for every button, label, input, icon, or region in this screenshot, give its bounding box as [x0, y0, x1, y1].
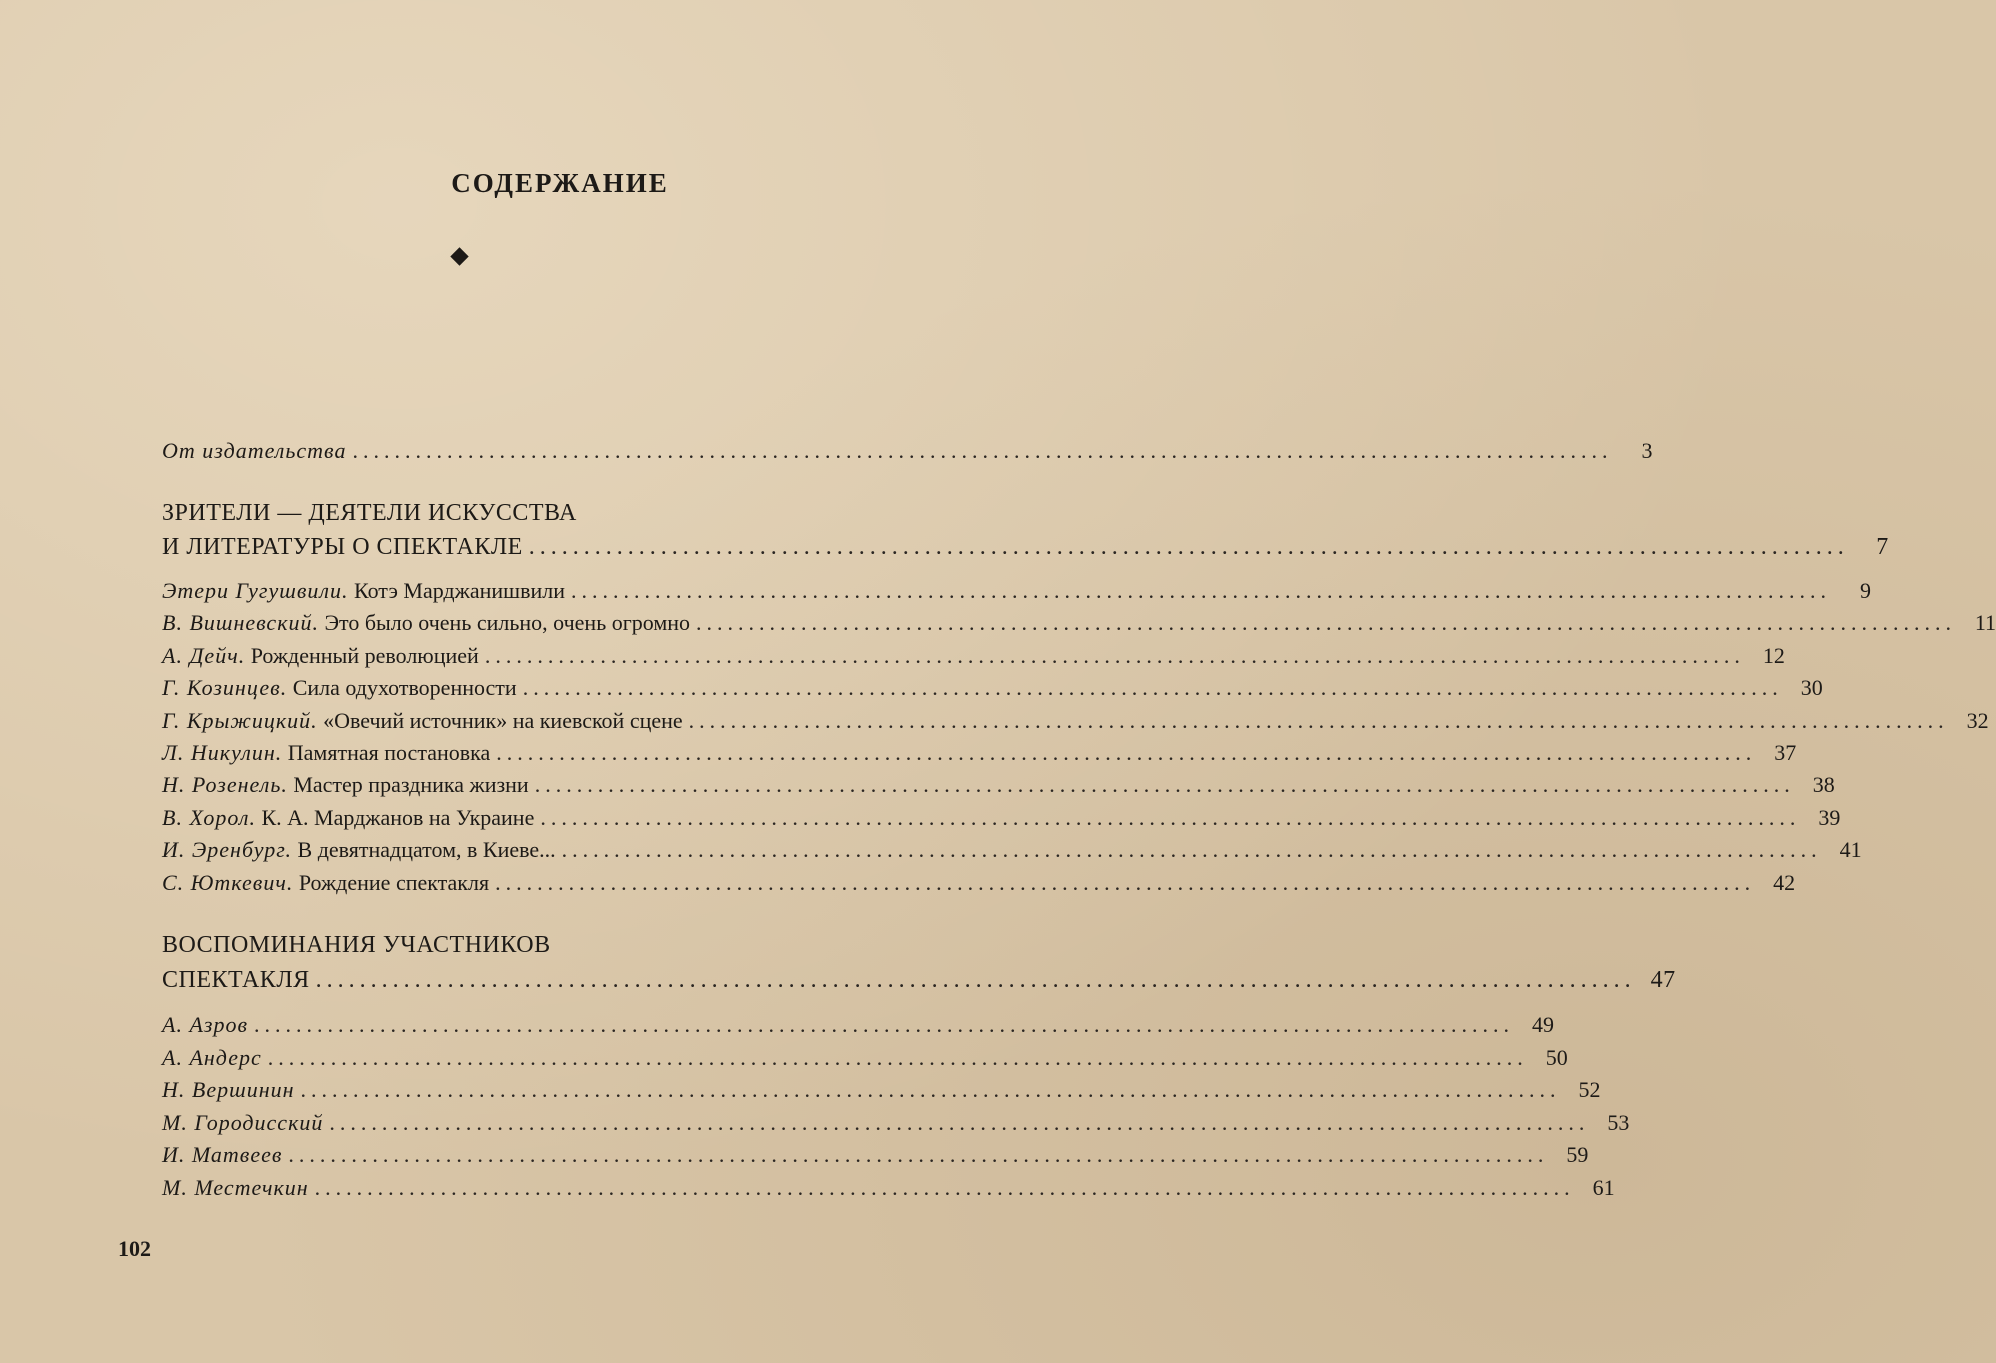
toc-entry — [162, 1006, 1555, 1040]
entry-author: Г. Козинцев. — [162, 675, 288, 701]
dot-leader: ........................................................................................................................ — [314, 1175, 1575, 1200]
contents-heading: СОДЕРЖАНИЕ — [451, 168, 669, 198]
toc-entry — [162, 799, 1841, 833]
toc-entry — [162, 1136, 1589, 1170]
dot-leader: ........................................................................................................................ — [315, 967, 1636, 993]
toc-entry — [162, 831, 1862, 865]
entry-author: И. Матвеев — [162, 1142, 283, 1168]
entry-title: Рождение спектакля — [293, 869, 490, 895]
toc-section2 — [162, 961, 1676, 995]
dot-leader: ........................................................................................................................ — [495, 869, 1756, 895]
dot-leader: ........................................................................................................................ — [688, 707, 1949, 733]
entry-author: Г. Крыжицкий. — [162, 707, 318, 733]
toc-entry — [162, 1071, 1601, 1105]
toc-section1 — [162, 528, 1889, 562]
page-number: 7 — [1876, 534, 1889, 560]
entry-text — [162, 1173, 309, 1203]
entry-author: С. Юткевич. — [162, 869, 294, 895]
entry-text — [162, 576, 565, 606]
entry-author: В. Хорол. — [162, 804, 256, 830]
page-number: 32 — [1966, 707, 1989, 733]
entry-title: Котэ Марджанишвили — [348, 578, 565, 603]
entry-author: Н. Вершинин — [162, 1077, 295, 1103]
entry-text — [162, 706, 683, 736]
page-number: 11 — [1974, 610, 1996, 636]
entry-text — [162, 1140, 282, 1170]
diamond-ornament-icon — [450, 247, 468, 265]
entry-author: И. Эренбург. — [162, 837, 293, 863]
dot-leader: ........................................................................................................................ — [522, 675, 1783, 701]
toc-entry — [162, 604, 1996, 638]
entry-title: К. А. Марджанов на Украине — [255, 804, 535, 830]
dot-leader: ........................................................................................................................ — [254, 1012, 1515, 1037]
section1-title-line1: ЗРИТЕЛИ — ДЕЯТЕЛИ ИСКУССТВА — [162, 500, 577, 526]
entry-text — [162, 868, 489, 898]
dot-leader: ........................................................................................................................ — [528, 534, 1849, 560]
toc-entry — [162, 864, 1796, 898]
page-number: 9 — [1860, 578, 1871, 603]
entry-text — [162, 770, 529, 800]
toc-entry — [162, 734, 1797, 768]
section2-title-line1: ВОСПОМИНАНИЯ УЧАСТНИКОВ — [162, 932, 551, 958]
page-folio: 102 — [118, 1236, 151, 1261]
entry-author: Л. Никулин. — [162, 740, 283, 765]
page-number: 49 — [1532, 1012, 1555, 1037]
entry-author: В. Вишневский. — [162, 610, 319, 636]
entry-author: Этери Гугушвили. — [162, 578, 349, 603]
entry-author: М. Городисский — [162, 1109, 324, 1135]
entry-text — [162, 1043, 262, 1073]
dot-leader: ........................................................................................................................ — [267, 1044, 1528, 1070]
entry-author: Н. Розенель. — [162, 772, 288, 798]
toc-entry — [162, 1104, 1630, 1138]
dot-leader: ........................................................................................................................ — [288, 1142, 1549, 1168]
page-number: 61 — [1592, 1175, 1615, 1200]
dot-leader: ........................................................................................................................ — [561, 837, 1822, 863]
dot-leader: ........................................................................................................................ — [484, 642, 1745, 668]
section1-title-line2: И ЛИТЕРАТУРЫ О СПЕКТАКЛЕ — [162, 534, 523, 560]
dot-leader: ........................................................................................................................ — [300, 1077, 1561, 1103]
page-number: 59 — [1566, 1142, 1589, 1168]
dot-leader: ........................................................................................................................ — [540, 804, 1801, 830]
dot-leader: ........................................................................................................................ — [696, 610, 1957, 636]
entry-title: В девятнадцатом, в Киеве... — [292, 837, 556, 863]
dot-leader: ........................................................................................................................ — [496, 740, 1757, 765]
page-number: 53 — [1607, 1109, 1630, 1135]
entry-title: Памятная постановка — [282, 740, 491, 765]
toc-entry — [162, 1039, 1568, 1073]
toc-entry — [162, 766, 1835, 800]
dot-leader: ........................................................................................................................ — [329, 1109, 1590, 1135]
entry-author: М. Местечкин — [162, 1175, 309, 1200]
toc-entry — [162, 702, 1989, 736]
entry-text — [162, 1010, 248, 1040]
entry-title: Рожденный революцией — [245, 642, 479, 668]
page-number: 52 — [1578, 1077, 1601, 1103]
toc-entry-intro — [162, 432, 1653, 466]
toc-entry — [162, 669, 1823, 703]
page-number: 39 — [1818, 804, 1841, 830]
entry-title: Сила одухотворенности — [287, 675, 517, 701]
page-number: 47 — [1650, 967, 1676, 993]
entry-title: Мастер праздника жизни — [287, 772, 529, 798]
page-number: 38 — [1812, 772, 1835, 798]
entry-author: А. Дейч. — [162, 642, 246, 668]
entry-text — [162, 1075, 295, 1105]
page-number: 37 — [1774, 740, 1797, 765]
toc-entry — [162, 572, 1871, 606]
entry-title: «Овечий источник» на киевской сцене — [317, 707, 683, 733]
entry-author: А. Азров — [162, 1012, 249, 1037]
entry-text — [162, 673, 517, 703]
entry-text — [162, 803, 534, 833]
page-number: 41 — [1839, 837, 1862, 863]
dot-leader: ........................................................................................................................ — [534, 772, 1795, 798]
entry-author: А. Андерс — [162, 1044, 262, 1070]
entry-text — [162, 608, 690, 638]
section2-title-line2: СПЕКТАКЛЯ — [162, 967, 310, 993]
page-number: 3 — [1641, 438, 1653, 463]
entry-title: Это было очень сильно, очень огромно — [318, 610, 691, 636]
entry-text — [162, 641, 479, 671]
page-number: 50 — [1545, 1044, 1568, 1070]
dot-leader: ........................................................................................................................ — [571, 578, 1831, 603]
entry-text — [162, 835, 556, 865]
entry-text — [162, 1108, 323, 1138]
entry-text — [162, 738, 490, 768]
toc-entry — [162, 1169, 1615, 1203]
page-number: 30 — [1800, 675, 1823, 701]
toc-entry — [162, 637, 1785, 671]
page-number: 12 — [1762, 642, 1785, 668]
entry-title: От издательства — [162, 438, 347, 463]
page-number: 42 — [1773, 869, 1796, 895]
dot-leader: ........................................................................................................................ — [352, 438, 1613, 463]
